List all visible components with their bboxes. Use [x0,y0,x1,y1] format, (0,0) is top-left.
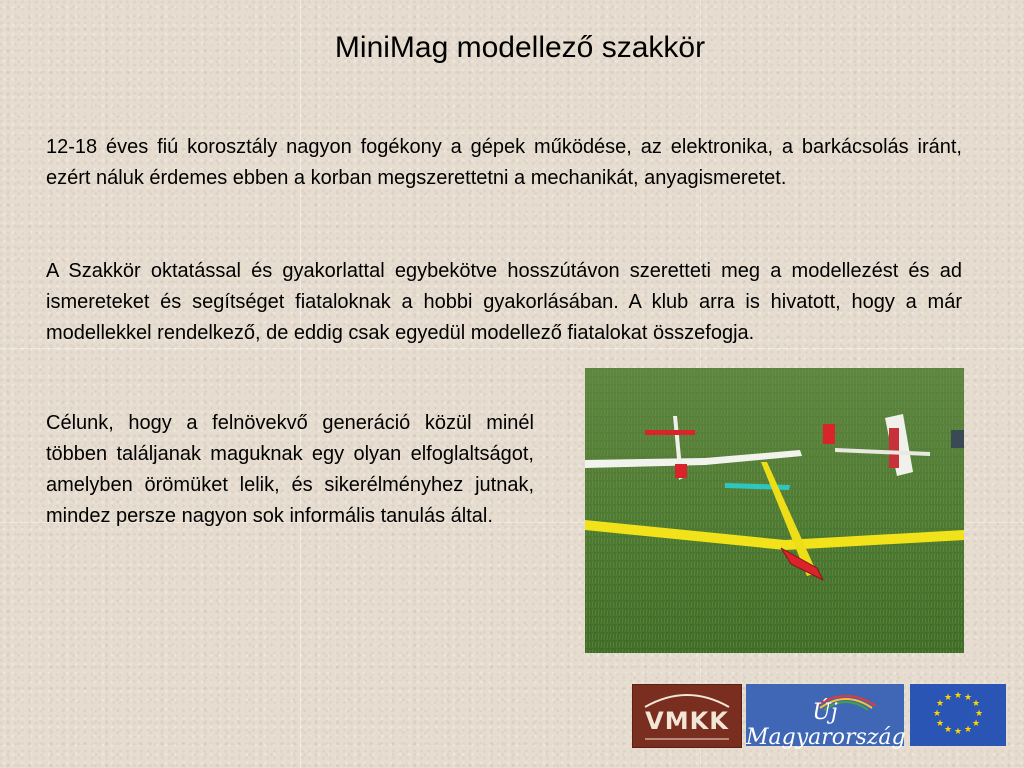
texture-line [300,0,301,768]
paragraph-intro: 12-18 éves fiú korosztály nagyon fogékony a gépek működése, az elektronika, a barkácsolás iránt, ezért náluk érdemes ebben a korban megszerettetni a mechanikát, anyagismeretet. [46,136,962,189]
eu-flag-icon [910,684,1006,746]
svg-text:★: ★ [953,691,963,701]
svg-text:★: ★ [974,709,984,719]
svg-text:★: ★ [935,719,945,729]
uj-magyarorszag-logo [746,684,906,750]
gliders-on-grass-image [585,368,964,653]
svg-text:★: ★ [935,699,945,709]
svg-text:★: ★ [943,693,953,703]
svg-text:★: ★ [943,725,953,735]
uj-magyarorszag-text: Új Magyarország [746,700,906,750]
svg-text:★: ★ [932,709,942,719]
eu-flag-logo [910,684,1006,746]
vmkk-logo [632,684,742,748]
svg-text:★: ★ [953,727,963,737]
svg-text:★: ★ [971,719,981,729]
vmkk-logo-text: VMKK [645,707,729,735]
paragraph-club: A Szakkör oktatással és gyakorlattal egybekötve hosszútávon szeretteti meg a modellezést és ad ismereteket és segítséget fiataloknak a hobbi gyakorlásában. A klub arra is hivatott, hogy a már modellekkel rendelkező, de eddig csak egyedül modellező fiatalokat összefogja. [46,260,962,344]
svg-text:★: ★ [971,699,981,709]
slide-title: MiniMag modellező szakkör [334,31,706,64]
svg-text:★: ★ [963,693,973,703]
svg-text:★: ★ [963,725,973,735]
paragraph-goal: Célunk, hogy a felnövekvő generáció közül minél többen találjanak maguknak egy olyan elfoglaltságot, amelyben örömüket lelik, és sikerélményhez jutnak, mindez persze nagyon sok informális tanulás által. [46,412,534,527]
model-gliders-photo [585,368,964,653]
